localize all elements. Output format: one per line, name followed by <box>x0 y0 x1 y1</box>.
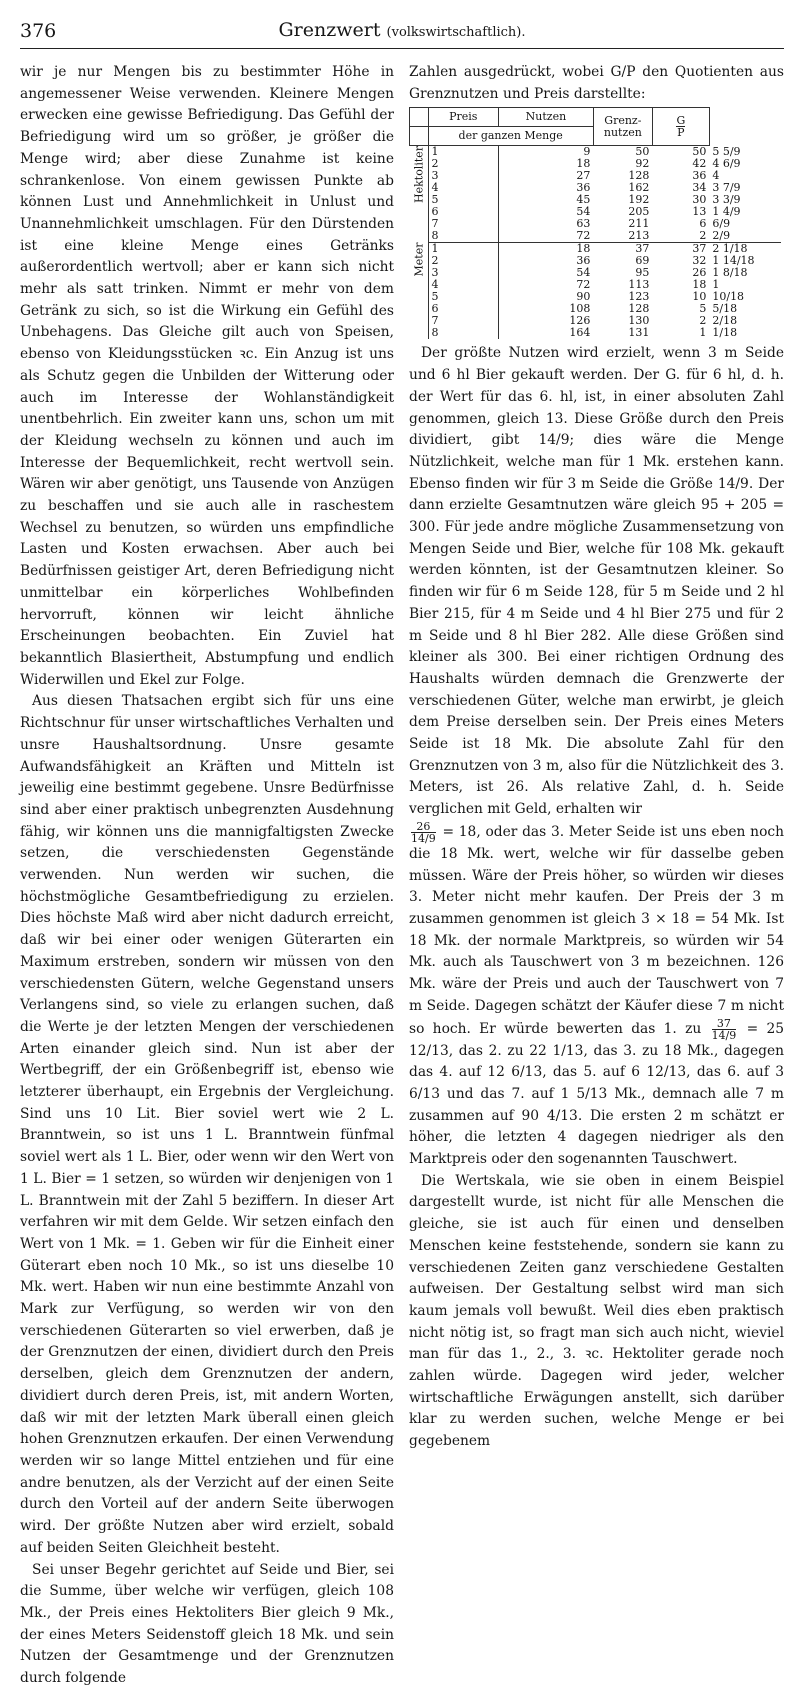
row-index: 3 <box>428 170 499 182</box>
cell-nutzen: 37 <box>593 243 652 256</box>
cell-g-over-p: 10/18 <box>712 290 745 304</box>
cell-grenznutzen: 2 <box>699 229 707 243</box>
cell-g-over-p: 3 7/9 <box>712 181 741 195</box>
paragraph: Die Wertskala, wie sie oben in einem Beispiel dargestellt wurde, ist nicht für alle Menschen die gleiche, sie ist auch für einen und denselben Menschen keine feststehende, sondern sie kann zu verschiedenen Zeiten ganz verschiedene Gestalten aufweisen. Der Gestaltung selbst wird man sich kaum jemals voll bewußt. Weil dies eben praktisch nicht nötig ist, so fragt man sich auch nicht, wieviel man für das 1., 2., 3. ꝛc. Hektoliter gerade noch zahlen würde. Dagegen wird jeder, welcher wirtschaftliche Erwägungen anstellt, sich darüber klar zu werden suchen, welche Menge er bei gegebenem <box>409 1172 784 1450</box>
cell-preis: 54 <box>576 205 591 219</box>
cell-preis: 72 <box>576 278 591 292</box>
row-index: 5 <box>428 291 499 303</box>
cell-preis: 27 <box>576 169 591 183</box>
cell-nutzen: 162 <box>628 181 650 195</box>
unit-label: Meter <box>410 243 429 340</box>
paragraph-text: = 18, oder das 3. Meter Seide ist uns eben noch die 18 Mk. wert, welche wir für dasselbe geben müssen. Wäre der Preis höher, so würden wir dieses 3. Meter nicht mehr kaufen. Der Preis der 3 m zusammen genommen ist gleich 3 × 18 = 54 Mk. Ist 18 Mk. der normale Marktpreis, so würden wir 54 Mk. auch als Tauschwert von 3 m bezeichnen. 126 Mk. wäre der Preis und auch der Tauschwert von 7 m Seide. Dagegen schätzt der Käufer diese 7 m nicht so hoch. Er würde bewerten das 1. zu <box>409 823 784 1037</box>
blank-header <box>410 127 429 146</box>
cell-grenznutzen: 50 <box>692 145 707 159</box>
cell-nutzen: 205 <box>628 205 650 219</box>
row-index: 5 <box>428 194 499 206</box>
col-header-preis: Preis <box>428 108 499 127</box>
row-index: 7 <box>428 218 499 230</box>
col-header-nutzen: Nutzen <box>499 108 594 127</box>
paragraph: Der größte Nutzen wird erzielt, wenn 3 m Seide und 6 hl Bier gekauft werden. Der G. für 6 hl, d. h. der Wert für das 6. hl, ist, in einer absoluten Zahl genommen, gleich 13. Diese Größe durch den Preis dividiert, gibt 14/9; dies wäre die Menge Nützlichkeit, welche man für 1 Mk. erstehen kann. Ebenso finden wir für 3 m Seide die Größe 14/9. Der dann erzielte Gesamtnutzen wäre gleich 95 + 205 = 300. Für jede andre mögliche Zusammensetzung von Mengen Seide und Bier, welche für 108 Mk. gekauft werden könnten, ist der Gesamtnutzen kleiner. So finden wir für 6 m Seide 128, für 5 m Seide und 2 hl Bier 215, für 4 m Seide und 4 hl Bier 275 und für 2 m Seide und 8 hl Bier 282. Alle diese Größen sind kleiner als 300. Bei einer richtigen Ordnung des Haushalts würden demnach die Grenzwerte der verschiedenen Güter, welche man erwirbt, je gleich dem Preise derselben sein. Der Preis eines Meters Seide ist 18 Mk. Die absolute Zahl für den Grenznutzen von 3 m, also für die Nützlichkeit des 3. Meters, ist 26. Als relative Zahl, d. h. Seide verglichen mit Geld, erhalten wir <box>409 345 784 818</box>
col-header-g-over-p <box>652 108 709 146</box>
cell-preis: 54 <box>576 266 591 280</box>
cell-nutzen: 213 <box>628 229 650 243</box>
row-index: 1 <box>428 243 499 256</box>
cell-grenznutzen: 36 <box>692 169 707 183</box>
cell-nutzen: 128 <box>628 169 650 183</box>
cell-nutzen: 69 <box>635 254 650 268</box>
cell-grenznutzen: 13 <box>692 205 707 219</box>
cell-grenznutzen: 26 <box>692 266 707 280</box>
running-title <box>20 19 784 41</box>
paragraph-text: = 25 12/13, das 2. zu 22 1/13, das 3. zu 18 Mk., dagegen das 4. auf 12 6/13, das 5. auf 6 12/13, das 6. auf 3 6/13 und das 7. auf 1 5/13 Mk., demnach alle 7 m zusammen auf 90 4/13. Die ersten 2 m schätzt er höher, die letzten 4 dagegen niedriger als den Marktpreis oder den sogenannten Tauschwert. <box>409 1020 784 1168</box>
row-index: 7 <box>428 315 499 327</box>
cell-g-over-p: 1 14/18 <box>712 254 755 268</box>
cell-g-over-p: 2/9 <box>712 229 731 243</box>
col-header-grenznutzen: Grenz-nutzen <box>593 108 652 146</box>
cell-preis: 45 <box>576 193 591 207</box>
cell-nutzen: 130 <box>628 314 650 328</box>
table-row <box>410 158 782 170</box>
cell-grenznutzen: 6 <box>699 217 707 231</box>
cell-grenznutzen: 32 <box>692 254 707 268</box>
cell-g-over-p: 5/18 <box>712 302 738 316</box>
cell-nutzen: 123 <box>628 290 650 304</box>
row-index: 3 <box>428 267 499 279</box>
cell-preis: 90 <box>576 290 591 304</box>
row-index: 8 <box>428 230 499 243</box>
paragraph: Sei unser Begehr gerichtet auf Seide und Bier, sei die Summe, über welche wir verfügen, gleich 108 Mk., der Preis eines Hektoliters Bier gleich 9 Mk., der eines Meters Seidenstoff gleich 18 Mk. und sein Nutzen der Gesamtmenge und der Grenznutzen durch folgende <box>20 1561 394 1687</box>
paragraph: Zahlen ausgedrückt, wobei G/P den Quotienten aus Grenznutzen und Preis darstellte: <box>409 64 784 102</box>
cell-g-over-p: 1 8/18 <box>712 266 748 280</box>
cell-nutzen: 95 <box>635 266 650 280</box>
paragraph <box>409 821 784 1171</box>
page-number: 376 <box>20 20 57 42</box>
fraction-denominator: 14/9 <box>711 1028 737 1042</box>
row-index: 4 <box>428 279 499 291</box>
cell-preis: 9 <box>583 145 591 159</box>
row-index: 8 <box>428 327 499 339</box>
cell-nutzen: 211 <box>628 217 650 231</box>
row-index: 1 <box>428 146 499 159</box>
cell-g-over-p: 1 <box>712 278 720 292</box>
cell-g-over-p: 1 4/9 <box>712 205 741 219</box>
row-index: 4 <box>428 182 499 194</box>
running-title-main: Grenzwert <box>278 19 381 41</box>
cell-nutzen: 92 <box>635 157 650 171</box>
cell-g-over-p: 4 <box>712 169 720 183</box>
cell-preis: 36 <box>576 254 591 268</box>
row-index: 2 <box>428 255 499 267</box>
fraction <box>712 1018 737 1041</box>
cell-grenznutzen: 10 <box>692 290 707 304</box>
col-header-p: P <box>677 126 685 140</box>
cell-preis: 18 <box>576 157 591 171</box>
cell-g-over-p: 5 5/9 <box>712 145 741 159</box>
table-body <box>410 146 782 340</box>
cell-preis: 36 <box>576 181 591 195</box>
row-index: 6 <box>428 206 499 218</box>
cell-preis: 63 <box>576 217 591 231</box>
cell-preis: 126 <box>569 314 591 328</box>
cell-g-over-p: 2 1/18 <box>709 243 781 256</box>
price-utility-table <box>409 107 781 339</box>
cell-nutzen: 131 <box>628 326 650 340</box>
row-index: 6 <box>428 303 499 315</box>
blank-header <box>410 108 429 127</box>
table-row <box>410 327 782 339</box>
table-row <box>410 230 782 243</box>
cell-grenznutzen: 30 <box>692 193 707 207</box>
fraction-denominator: 14/9 <box>411 831 436 845</box>
paragraph: Aus diesen Thatsachen ergibt sich für uns eine Richtschnur für unser wirtschaftliches Verhalten und unsre Haushaltsordnung. Unsre gesamte Aufwandsfähigkeit an Kräften und Mitteln ist jeweilig eine bestimmt gegebene. Unsre Bedürfnisse sind aber einer praktisch unbegrenzten Ausdehnung fähig, wir können uns die mannigfaltigsten Zwecke setzen, die verschiedensten Gegenstände verwenden. Nun werden wir suchen, die höchstmögliche Gesamtbefriedigung zu erzielen. Dies höchste Maß wird aber nicht dadurch erreicht, daß wir bei einer oder wenigen Güterarten ein Maximum erstreben, sondern wir müssen von den verschiedensten Gütern, welche Gegenstand unsers Verlangens sind, so viele zu erlangen suchen, daß die Werte je der letzten Mengen der verschiedenen Arten einander gleich sind. Nun ist aber der Wertbegriff, der ein Größenbegriff ist, ebenso wie letzterer überhaupt, ein Ergebnis der Vergleichung. Sind uns 10 Lit. Bier soviel wert wie 2 L. Branntwein, so ist uns 1 L. Branntwein fünfmal soviel wert als 1 L. Bier, oder wenn wir den Wert von 1 L. Bier = 1 setzen, so würden wir denjenigen von 1 L. Branntwein mit der Zahl 5 beziffern. In dieser Art verfahren wir mit dem Gelde. Wir setzen einfach den Wert von 1 Mk. = 1. Geben wir für die Einheit einer Güterart eben noch 10 Mk., so ist uns dieselbe 10 Mk. wert. Haben wir nun eine bestimmte Anzahl von Mark zur Verfügung, so werden wir von den verschiedenen Güterarten so viel erwerben, daß je der Grenznutzen der einen, dividiert durch den Preis derselben, gleich dem Grenznutzen der andern, dividiert durch deren Preis, ist, mit andern Worten, daß wir mit der letzten Mark überall einen gleich hohen Grenznutzen erkaufen. Der einen Verwendung werden wir so lange Mittel entziehen und für eine andre benutzen, als der Verzicht auf der einen Seite durch den Vorteil auf der andern Seite überwogen wird. Der größte Nutzen aber wird erzielt, sobald auf beiden Seiten Gleichheit besteht. <box>20 693 394 1556</box>
cell-grenznutzen: 5 <box>699 302 707 316</box>
cell-preis: 108 <box>569 302 591 316</box>
col-subheader: der ganzen Menge <box>428 127 593 146</box>
cell-grenznutzen: 2 <box>699 314 707 328</box>
cell-nutzen: 113 <box>628 278 650 292</box>
right-column <box>409 62 784 1453</box>
cell-g-over-p: 6/9 <box>712 217 731 231</box>
col-header-g: G <box>676 114 686 128</box>
row-index: 2 <box>428 158 499 170</box>
left-column <box>20 62 394 1690</box>
running-header <box>20 14 784 49</box>
fraction-numerator: 37 <box>712 1018 737 1030</box>
cell-g-over-p: 1/18 <box>712 326 738 340</box>
cell-preis: 72 <box>576 229 591 243</box>
cell-grenznutzen: 42 <box>692 157 707 171</box>
fraction-numerator: 26 <box>411 821 436 833</box>
cell-nutzen: 192 <box>628 193 650 207</box>
cell-g-over-p: 2/18 <box>712 314 738 328</box>
unit-label: Hektoliter <box>410 146 429 243</box>
cell-grenznutzen: 1 <box>699 326 707 340</box>
cell-preis: 18 <box>499 243 594 256</box>
cell-grenznutzen: 37 <box>652 243 709 256</box>
cell-g-over-p: 4 6/9 <box>712 157 741 171</box>
table-row <box>410 267 782 279</box>
cell-grenznutzen: 18 <box>692 278 707 292</box>
cell-nutzen: 50 <box>635 145 650 159</box>
paragraph: wir je nur Mengen bis zu bestimmter Höhe in angemessener Weise verwenden. Kleinere Mengen erwecken eine gewisse Befriedigung. Das Gefühl der Befriedigung wird um so größer, je größer die Menge wird; aber diese Zunahme ist keine schrankenlose. Von einem gewissen Punkte ab können Lust und Annehmlichkeit in Unlust und Unannehmlichkeit umschlagen. Für den Dürstenden ist eine kleine Menge eines Getränks außerordentlich wertvoll; aber er kann sich nicht mehr als satt trinken. Nimmt er mehr von dem Getränk zu sich, so ist die Wirkung ein Gefühl des Unbehagens. Das Gleiche gilt auch von Speisen, ebenso von Kleidungsstücken ꝛc. Ein Anzug ist uns als Schutz gegen die Unbilden der Witterung oder auch im Interesse der Wohlanständigkeit unentbehrlich. Ein zweiter kann uns, schon um mit der Kleidung wechseln zu können und auch im Interesse der Bequemlichkeit, recht wertvoll sein. Wären wir aber genötigt, uns Tausende von Anzügen zu beschaffen und sie auch alle in raschestem Wechsel zu benutzen, so würden uns empfindliche Lasten und Kosten erwachsen. Aber auch bei Bedürfnissen geistiger Art, deren Befriedigung nicht unmittelbar ein körperliches Wohlbefinden hervorruft, können wir leicht ähnliche Erscheinungen beobachten. Ein Zuviel hat bekanntlich Blasiertheit, Abstumpfung und endlich Widerwillen und Ekel zur Folge. <box>20 64 394 688</box>
running-title-sub: (volkswirtschaftlich). <box>386 25 526 40</box>
cell-nutzen: 128 <box>628 302 650 316</box>
cell-preis: 164 <box>569 326 591 340</box>
fraction <box>411 821 436 844</box>
cell-g-over-p: 3 3/9 <box>712 193 741 207</box>
cell-grenznutzen: 34 <box>692 181 707 195</box>
